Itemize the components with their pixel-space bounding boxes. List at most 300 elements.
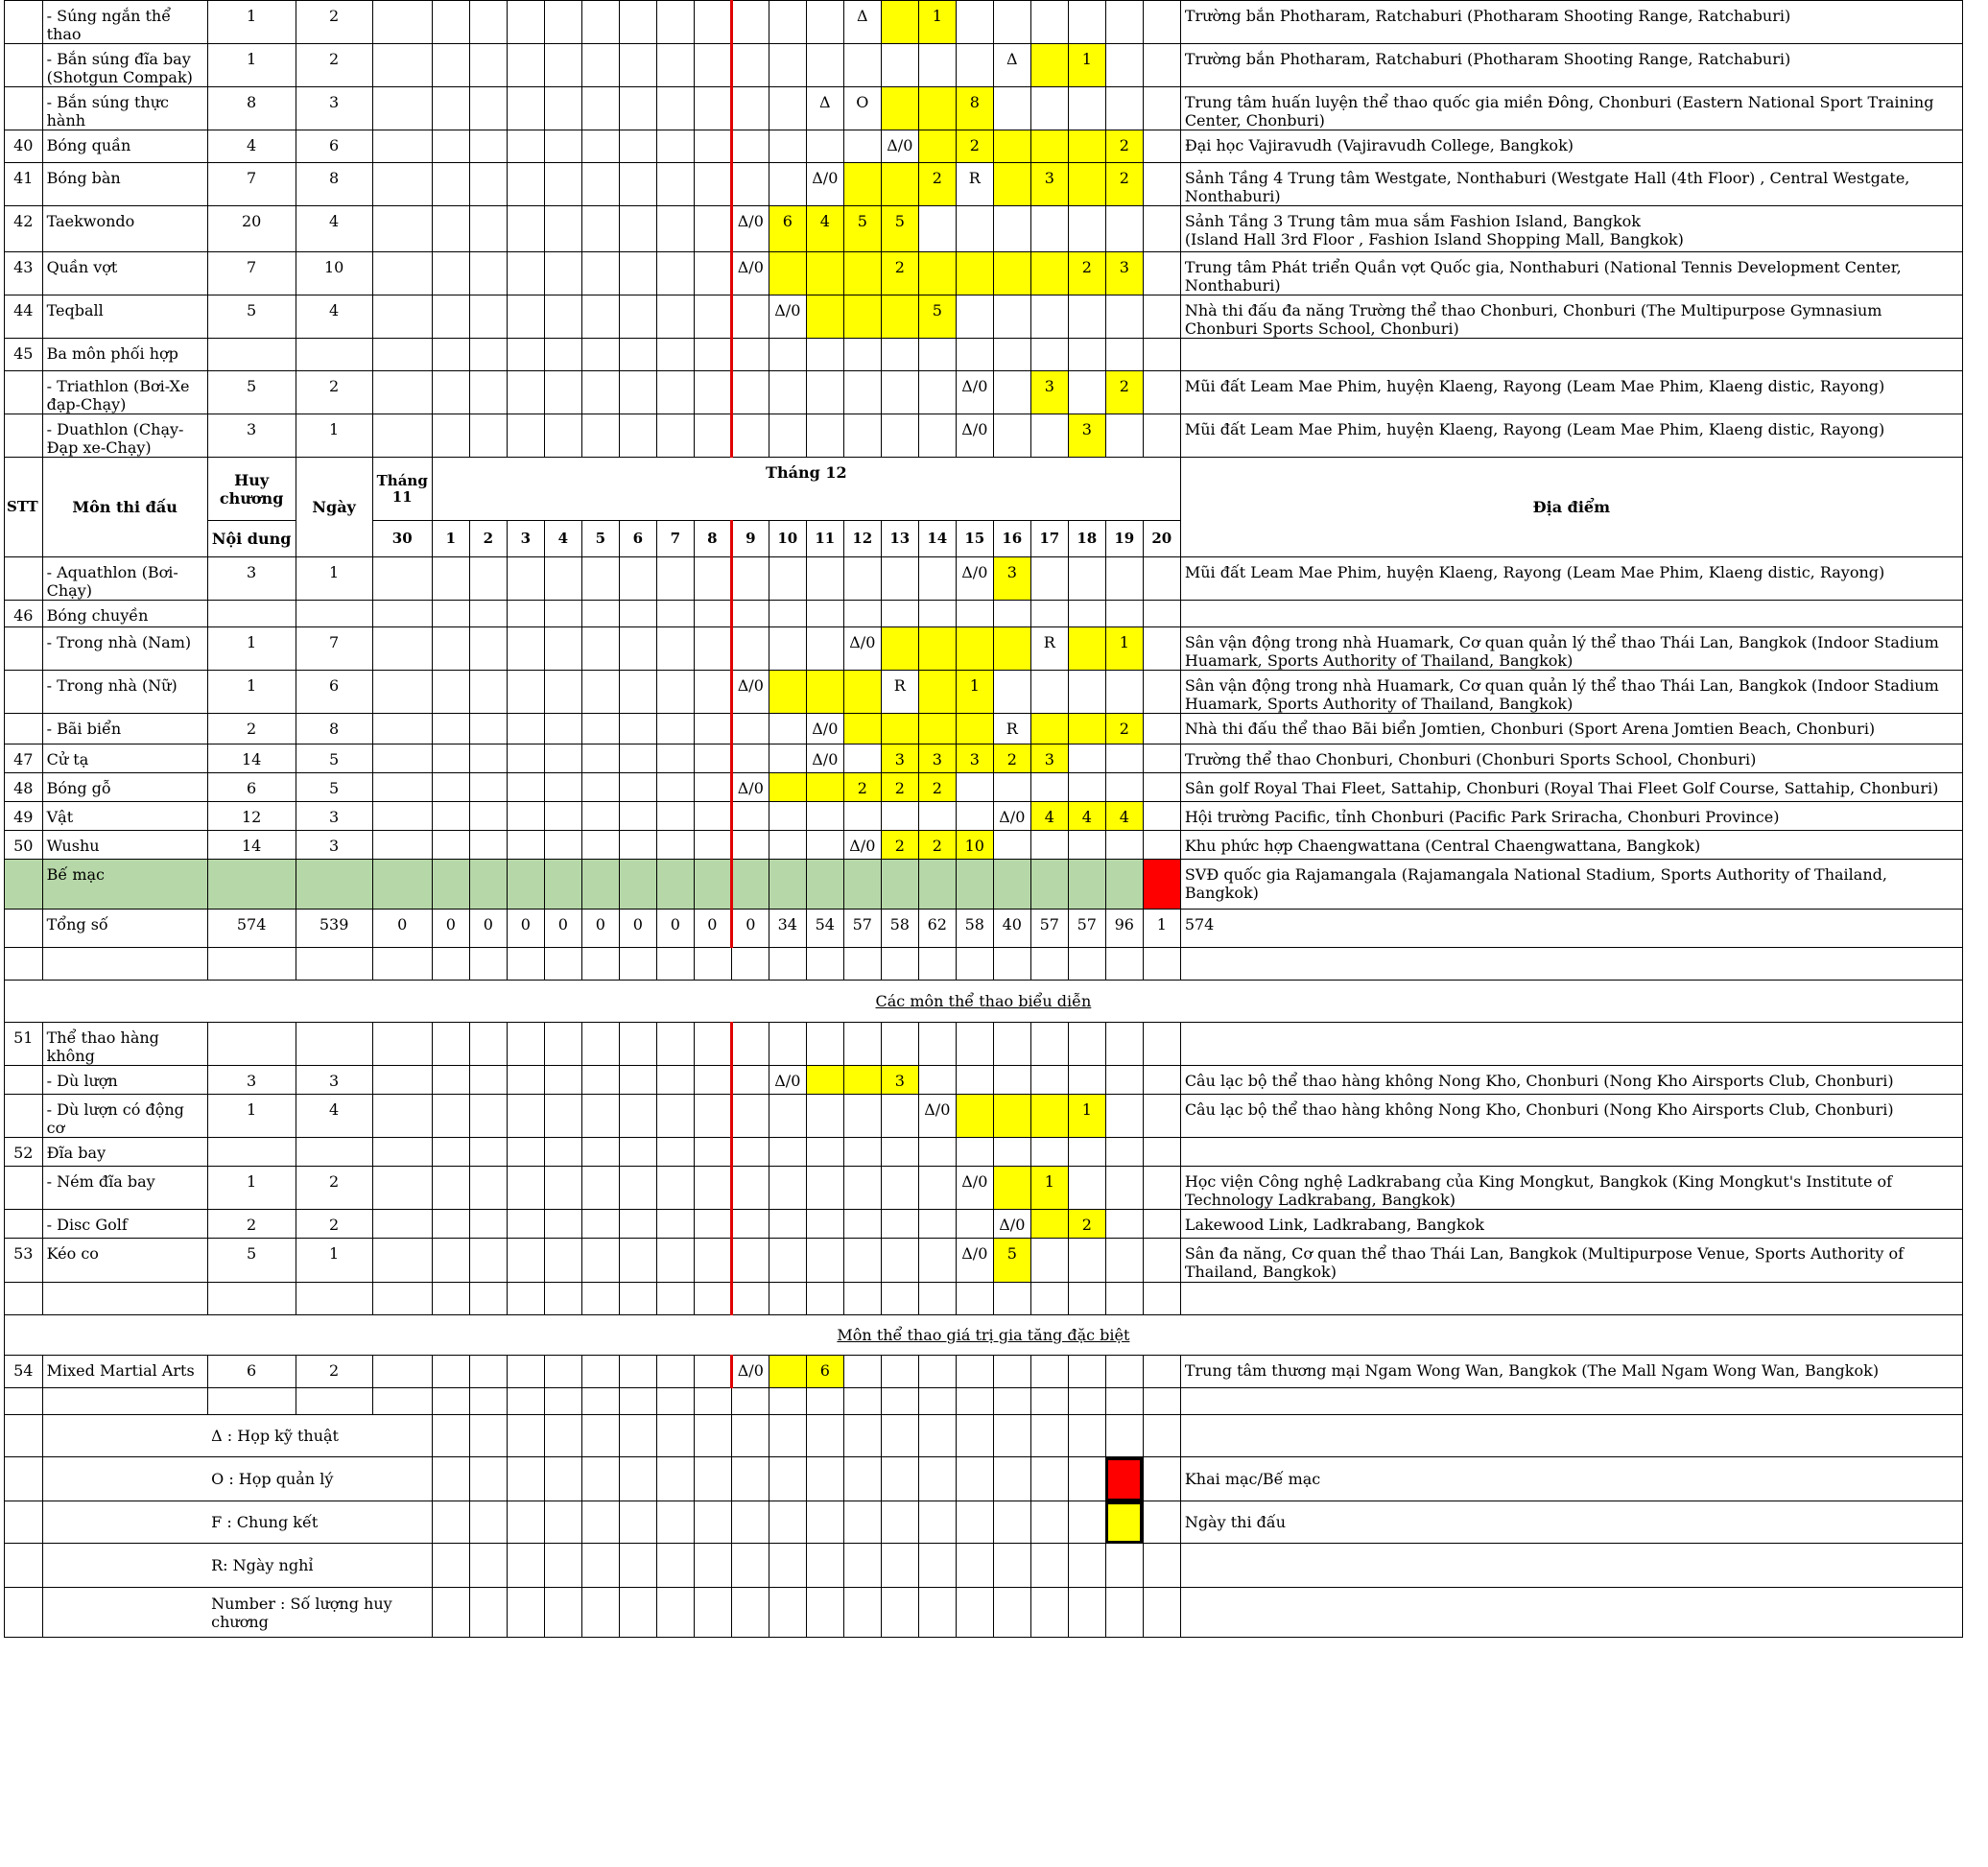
blank-cell <box>656 1588 694 1638</box>
schedule-marker: Δ/0 <box>731 773 769 802</box>
medal-count: 1 <box>207 1095 296 1138</box>
day-cell <box>956 802 993 831</box>
schedule-row <box>5 1138 1963 1167</box>
day-cell <box>581 1066 619 1095</box>
day-cell <box>993 1167 1030 1210</box>
day-cell <box>993 671 1030 714</box>
day-cell <box>769 1138 806 1167</box>
day-cell <box>694 1138 731 1167</box>
day-cell <box>731 601 769 627</box>
day-cell <box>769 744 806 773</box>
blank-cell <box>694 1283 731 1315</box>
blank-cell <box>5 948 43 981</box>
blank-cell <box>1143 948 1180 981</box>
blank-cell <box>1068 1588 1105 1638</box>
day-cell <box>432 1 469 44</box>
day-count: 8 <box>296 163 372 206</box>
row-number: 50 <box>5 831 43 860</box>
day-cell <box>881 860 918 910</box>
blank-cell <box>469 1501 507 1544</box>
day-cell <box>656 601 694 627</box>
day-cell <box>1030 1239 1068 1283</box>
blank-cell <box>731 1283 769 1315</box>
schedule-marker: R <box>993 714 1030 744</box>
day-cell <box>694 414 731 458</box>
blank-cell <box>469 1388 507 1415</box>
day-cell <box>806 1239 843 1283</box>
day-cell <box>843 744 881 773</box>
day-cell <box>372 744 432 773</box>
day-cell <box>806 44 843 87</box>
sport-name: - Aquathlon (Bơi-Chạy) <box>42 557 207 601</box>
day-cell <box>619 252 656 295</box>
day-cell <box>469 1167 507 1210</box>
schedule-row <box>5 1066 1963 1095</box>
schedule-marker: Δ/0 <box>918 1095 956 1138</box>
day-cell <box>432 130 469 163</box>
day-cell <box>769 773 806 802</box>
daily-total: 1 <box>1143 910 1180 948</box>
day-cell <box>843 1023 881 1066</box>
day-cell <box>731 130 769 163</box>
day-cell <box>731 339 769 371</box>
day-cell <box>656 773 694 802</box>
day-cell <box>881 1210 918 1239</box>
day-cell <box>806 252 843 295</box>
daily-total: 0 <box>731 910 769 948</box>
day-cell <box>993 1023 1030 1066</box>
blank-cell <box>544 1544 581 1588</box>
day-count <box>296 1138 372 1167</box>
schedule-marker: Δ/0 <box>956 371 993 414</box>
sport-name: Mixed Martial Arts <box>42 1356 207 1388</box>
day-cell <box>619 1167 656 1210</box>
blank-cell <box>544 948 581 981</box>
venue: Trường bắn Photharam, Ratchaburi (Photharam Shooting Range, Ratchaburi) <box>1180 44 1962 87</box>
day-cell <box>694 206 731 252</box>
blank-cell <box>581 1588 619 1638</box>
daily-total: 57 <box>843 910 881 948</box>
day-cell <box>1030 1 1068 44</box>
day-cell <box>581 1167 619 1210</box>
day-cell <box>918 87 956 130</box>
blank-cell <box>993 1588 1030 1638</box>
day-cell <box>956 773 993 802</box>
day-cell <box>432 339 469 371</box>
medal-count: 1 <box>207 1167 296 1210</box>
day-cell <box>769 557 806 601</box>
blank-cell <box>993 1544 1030 1588</box>
blank-cell <box>918 1588 956 1638</box>
blank-cell <box>507 1415 544 1457</box>
day-cell <box>843 1095 881 1138</box>
blank-cell <box>432 1415 469 1457</box>
blank-cell <box>619 1457 656 1501</box>
day-cell <box>918 44 956 87</box>
day-cell <box>469 1066 507 1095</box>
day-cell <box>806 1095 843 1138</box>
day-cell <box>1143 1210 1180 1239</box>
day-count: 4 <box>296 206 372 252</box>
day-cell <box>581 1138 619 1167</box>
daily-total: 0 <box>432 910 469 948</box>
day-cell <box>694 1167 731 1210</box>
medal-count: 14 <box>207 744 296 773</box>
day-count <box>296 339 372 371</box>
schedule-row <box>5 414 1963 458</box>
day-cell <box>1143 671 1180 714</box>
day-cell <box>806 371 843 414</box>
day-cell <box>656 860 694 910</box>
day-cell <box>469 371 507 414</box>
day-cell <box>1068 1 1105 44</box>
day-cell <box>507 1138 544 1167</box>
day-cell <box>843 671 881 714</box>
day-cell <box>918 1356 956 1388</box>
sport-name: - Dù lượn có động cơ <box>42 1095 207 1138</box>
daily-total: 54 <box>806 910 843 948</box>
blank-cell <box>1030 1457 1068 1501</box>
day-cell <box>372 1239 432 1283</box>
day-cell <box>372 1356 432 1388</box>
blank-cell <box>694 1415 731 1457</box>
sport-name: - Bắn súng đĩa bay (Shotgun Compak) <box>42 44 207 87</box>
day-cell <box>469 414 507 458</box>
medal-day-count: 4 <box>806 206 843 252</box>
day-cell <box>432 1210 469 1239</box>
day-cell <box>469 557 507 601</box>
day-cell <box>694 1095 731 1138</box>
day-cell <box>694 714 731 744</box>
header-venue: Địa điểm <box>1180 458 1962 557</box>
day-cell <box>656 1095 694 1138</box>
daily-total: 58 <box>881 910 918 948</box>
header-stt: STT <box>5 458 43 557</box>
day-cell <box>694 557 731 601</box>
blank-cell <box>207 1388 296 1415</box>
day-cell <box>507 1023 544 1066</box>
daily-total: 62 <box>918 910 956 948</box>
blank-cell <box>432 948 469 981</box>
day-cell <box>694 860 731 910</box>
day-cell <box>469 671 507 714</box>
day-cell <box>993 831 1030 860</box>
day-cell <box>881 44 918 87</box>
day-cell <box>581 1356 619 1388</box>
day-cell <box>432 1066 469 1095</box>
day-cell <box>694 295 731 339</box>
medal-count: 12 <box>207 802 296 831</box>
day-cell <box>507 252 544 295</box>
day-cell <box>544 1095 581 1138</box>
day-cell <box>1143 130 1180 163</box>
sport-name: Teqball <box>42 295 207 339</box>
closing-venue: SVĐ quốc gia Rajamangala (Rajamangala National Stadium, Sports Authority of Thailand, Bangkok) <box>1180 860 1962 910</box>
venue <box>1180 1138 1962 1167</box>
day-cell <box>469 130 507 163</box>
day-cell <box>432 627 469 671</box>
day-cell <box>507 44 544 87</box>
row-number: 44 <box>5 295 43 339</box>
day-cell <box>619 206 656 252</box>
day-cell <box>694 339 731 371</box>
row-number <box>5 87 43 130</box>
day-cell <box>993 773 1030 802</box>
total-medals: 574 <box>207 910 296 948</box>
day-cell <box>469 1239 507 1283</box>
day-cell <box>432 773 469 802</box>
day-cell <box>1143 87 1180 130</box>
row-number <box>5 1095 43 1138</box>
day-cell <box>731 1 769 44</box>
day-number-header: 10 <box>769 521 806 557</box>
day-cell <box>694 601 731 627</box>
closing-no <box>5 860 43 910</box>
day-cell <box>881 163 918 206</box>
day-cell <box>1030 601 1068 627</box>
daily-total: 0 <box>694 910 731 948</box>
day-cell <box>806 860 843 910</box>
blank-cell <box>843 1501 881 1544</box>
medal-day-count: 3 <box>881 744 918 773</box>
day-cell <box>507 860 544 910</box>
blank-cell <box>918 1415 956 1457</box>
schedule-row <box>5 130 1963 163</box>
schedule-marker: Δ/0 <box>956 1167 993 1210</box>
day-cell <box>881 1095 918 1138</box>
day-cell <box>918 557 956 601</box>
day-cell <box>507 371 544 414</box>
day-count: 2 <box>296 1 372 44</box>
medal-day-count: 2 <box>1068 252 1105 295</box>
blank-cell <box>1068 1283 1105 1315</box>
day-cell <box>544 87 581 130</box>
day-cell <box>581 773 619 802</box>
legend-red-swatch <box>1105 1457 1143 1501</box>
legend-yellow-label: Ngày thi đấu <box>1180 1501 1962 1544</box>
legend-number: Number : Số lượng huy chương <box>207 1588 432 1638</box>
venue: Câu lạc bộ thể thao hàng không Nong Kho, Chonburi (Nong Kho Airsports Club, Chonburi) <box>1180 1095 1962 1138</box>
day-cell <box>372 1167 432 1210</box>
venue: Sân vận động trong nhà Huamark, Cơ quan quản lý thể thao Thái Lan, Bangkok (Indoor Stadium Huamark, Sports Authority of Thailand, Bangkok) <box>1180 627 1962 671</box>
schedule-marker: Δ/0 <box>806 163 843 206</box>
blank-cell <box>769 1415 806 1457</box>
day-cell <box>806 1210 843 1239</box>
blank-cell <box>469 1544 507 1588</box>
day-number-header: 5 <box>581 521 619 557</box>
medal-count: 3 <box>207 414 296 458</box>
day-cell <box>1105 1095 1143 1138</box>
day-cell <box>581 371 619 414</box>
medal-day-count: 2 <box>881 252 918 295</box>
day-cell <box>769 1167 806 1210</box>
day-cell <box>731 1138 769 1167</box>
medal-day-count: 2 <box>918 163 956 206</box>
blank-cell <box>1030 1501 1068 1544</box>
day-cell <box>956 44 993 87</box>
day-cell <box>1030 1138 1068 1167</box>
day-cell <box>918 627 956 671</box>
day-cell <box>507 714 544 744</box>
daily-total: 40 <box>993 910 1030 948</box>
day-cell <box>956 1138 993 1167</box>
day-cell <box>619 744 656 773</box>
day-cell <box>372 831 432 860</box>
sport-name: Kéo co <box>42 1239 207 1283</box>
venue: Mũi đất Leam Mae Phim, huyện Klaeng, Rayong (Leam Mae Phim, Klaeng distic, Rayong) <box>1180 414 1962 458</box>
row-number <box>5 1167 43 1210</box>
day-cell <box>1105 831 1143 860</box>
day-cell <box>656 1138 694 1167</box>
day-cell <box>469 744 507 773</box>
day-cell <box>1068 601 1105 627</box>
day-cell <box>507 671 544 714</box>
day-cell <box>656 44 694 87</box>
blank-cell <box>806 1388 843 1415</box>
day-cell <box>581 206 619 252</box>
medal-day-count: 2 <box>843 773 881 802</box>
sport-name: Bóng chuyền <box>42 601 207 627</box>
day-cell <box>806 831 843 860</box>
day-count <box>296 1023 372 1066</box>
day-cell <box>1068 557 1105 601</box>
blank-cell <box>1143 1588 1180 1638</box>
day-cell <box>619 714 656 744</box>
day-cell <box>843 130 881 163</box>
schedule-marker: O <box>843 87 881 130</box>
day-cell <box>432 371 469 414</box>
blank-cell <box>581 1457 619 1501</box>
medal-count: 3 <box>207 1066 296 1095</box>
day-cell <box>918 130 956 163</box>
day-cell <box>1105 206 1143 252</box>
blank-cell <box>731 1501 769 1544</box>
schedule-row <box>5 1095 1963 1138</box>
day-cell <box>656 339 694 371</box>
day-cell <box>881 371 918 414</box>
schedule-header <box>5 458 1963 557</box>
closing-days <box>296 860 372 910</box>
day-cell <box>469 627 507 671</box>
day-cell <box>1030 1210 1068 1239</box>
day-cell <box>1105 744 1143 773</box>
day-cell <box>581 557 619 601</box>
day-cell <box>993 860 1030 910</box>
day-cell <box>806 414 843 458</box>
medal-day-count: 1 <box>1105 627 1143 671</box>
schedule-row <box>5 671 1963 714</box>
day-cell <box>372 1023 432 1066</box>
schedule-row <box>5 1023 1963 1066</box>
day-cell <box>507 1356 544 1388</box>
blank-cell <box>993 1388 1030 1415</box>
day-cell <box>619 1138 656 1167</box>
day-cell <box>581 252 619 295</box>
blank-cell <box>432 1388 469 1415</box>
medal-day-count: 1 <box>1030 1167 1068 1210</box>
day-cell <box>694 1066 731 1095</box>
day-cell <box>881 339 918 371</box>
blank-cell <box>918 1388 956 1415</box>
day-cell <box>507 295 544 339</box>
day-cell <box>656 130 694 163</box>
schedule-marker: R <box>881 671 918 714</box>
day-cell <box>1143 339 1180 371</box>
day-cell <box>1143 295 1180 339</box>
medal-count <box>207 1023 296 1066</box>
row-number <box>5 1 43 44</box>
blank-cell <box>1068 1501 1105 1544</box>
day-cell <box>1030 714 1068 744</box>
day-cell <box>1068 295 1105 339</box>
schedule-marker: Δ/0 <box>993 1210 1030 1239</box>
day-cell <box>769 371 806 414</box>
day-cell <box>806 557 843 601</box>
day-cell <box>769 87 806 130</box>
day-number-header: 9 <box>731 521 769 557</box>
blank-cell <box>993 1415 1030 1457</box>
sport-name: - Triathlon (Bơi-Xe đạp-Chạy) <box>42 371 207 414</box>
medal-day-count: 3 <box>1030 371 1068 414</box>
day-cell <box>1143 1239 1180 1283</box>
closing-medals <box>207 860 296 910</box>
day-cell <box>694 252 731 295</box>
day-cell <box>432 831 469 860</box>
day-cell <box>656 206 694 252</box>
day-cell <box>1105 1356 1143 1388</box>
medal-count: 4 <box>207 130 296 163</box>
schedule-rows-middle <box>5 557 1963 860</box>
medal-day-count: 2 <box>918 831 956 860</box>
day-cell <box>469 295 507 339</box>
blank-cell <box>372 1283 432 1315</box>
schedule-marker: Δ/0 <box>731 671 769 714</box>
day-cell <box>544 1066 581 1095</box>
day-cell <box>544 1356 581 1388</box>
day-cell <box>1068 1356 1105 1388</box>
day-count: 3 <box>296 87 372 130</box>
sport-name: Bóng bàn <box>42 163 207 206</box>
day-count: 2 <box>296 44 372 87</box>
total-label: Tổng số <box>42 910 207 948</box>
day-cell <box>581 671 619 714</box>
day-cell <box>1030 671 1068 714</box>
day-cell <box>581 130 619 163</box>
day-cell <box>469 163 507 206</box>
medal-day-count: 8 <box>956 87 993 130</box>
blank-cell <box>1105 1544 1143 1588</box>
medal-count: 2 <box>207 714 296 744</box>
day-cell <box>372 1210 432 1239</box>
day-cell <box>619 1023 656 1066</box>
blank-cell <box>1105 948 1143 981</box>
day-cell <box>581 1 619 44</box>
day-cell <box>694 1239 731 1283</box>
day-cell <box>469 802 507 831</box>
blank-cell <box>1180 1588 1962 1638</box>
day-cell <box>1105 295 1143 339</box>
medal-day-count: 6 <box>769 206 806 252</box>
day-cell <box>432 206 469 252</box>
blank-cell <box>881 1501 918 1544</box>
day-cell <box>1143 1167 1180 1210</box>
day-cell <box>918 371 956 414</box>
day-cell <box>372 671 432 714</box>
venue: Khu phức hợp Chaengwattana (Central Chaengwattana, Bangkok) <box>1180 831 1962 860</box>
blank-cell <box>581 1501 619 1544</box>
schedule-marker: Δ <box>993 44 1030 87</box>
day-cell <box>656 252 694 295</box>
